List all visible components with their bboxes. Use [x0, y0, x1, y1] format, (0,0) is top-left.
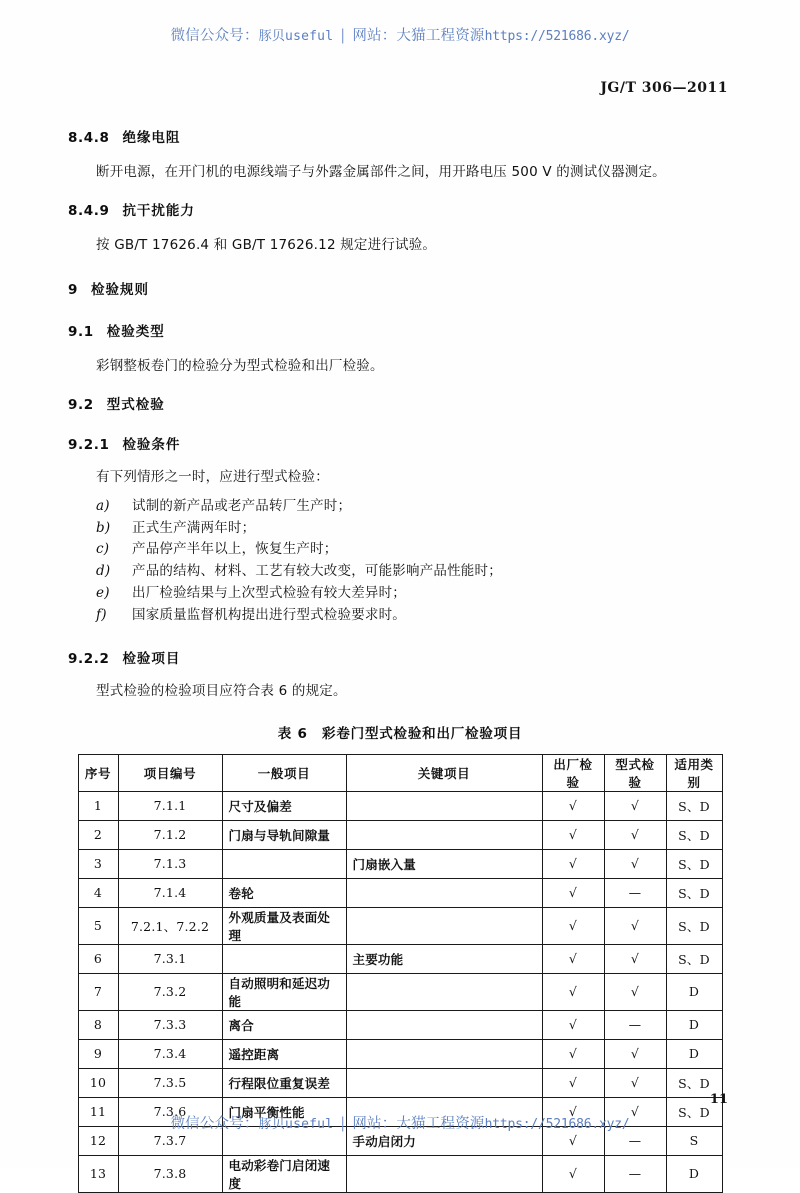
cell-factory: √ — [542, 1126, 604, 1155]
cell-category: D — [666, 1010, 722, 1039]
cell-factory: √ — [542, 849, 604, 878]
list-item — [68, 561, 732, 583]
watermark-site-label: 网站： — [352, 1116, 397, 1132]
cell-code: 7.1.2 — [118, 820, 222, 849]
table-row — [78, 849, 722, 878]
heading-9-2-title: 型式检验 — [106, 396, 165, 413]
table-row — [78, 944, 722, 973]
heading-9-title: 检验规则 — [91, 281, 149, 298]
list-item — [68, 583, 732, 605]
paragraph-8-4-8: 断开电源，在开门机的电源线端子与外露金属部件之间，用开路电压 500 V 的测试仪器测定。 — [96, 164, 666, 180]
table-row — [78, 878, 722, 907]
list-item — [68, 539, 732, 561]
heading-8-4-8-number: 8.4.8 — [68, 130, 110, 146]
heading-9-number: 9 — [68, 281, 78, 298]
cell-general: 外观质量及表面处理 — [222, 907, 346, 944]
cell-seq: 2 — [78, 820, 118, 849]
table-caption: 表 6 彩卷门型式检验和出厂检验项目 — [277, 725, 523, 742]
list-item-marker: f) — [96, 606, 107, 623]
column-header-seq: 序号 — [78, 754, 118, 791]
watermark-separator: | — [340, 1116, 346, 1132]
cell-key — [346, 1039, 542, 1068]
cell-seq: 13 — [78, 1155, 118, 1192]
heading-9 — [68, 278, 732, 298]
table-row — [78, 1039, 722, 1068]
cell-seq: 5 — [78, 907, 118, 944]
cell-type: √ — [604, 973, 666, 1010]
cell-seq: 6 — [78, 944, 118, 973]
cell-code: 7.1.3 — [118, 849, 222, 878]
standard-number: JG/T 306—2011 — [600, 80, 728, 96]
cell-code: 7.3.2 — [118, 973, 222, 1010]
cell-category: S、D — [666, 791, 722, 820]
cell-code: 7.3.1 — [118, 944, 222, 973]
cell-seq: 9 — [78, 1039, 118, 1068]
cell-code: 7.3.6 — [118, 1097, 222, 1126]
list-item-marker: c) — [96, 541, 110, 558]
cell-seq: 3 — [78, 849, 118, 878]
watermark-site-label: 网站： — [352, 28, 397, 44]
cell-seq: 11 — [78, 1097, 118, 1126]
table-row — [78, 1068, 722, 1097]
heading-9-1-title: 检验类型 — [106, 323, 165, 340]
cell-type: √ — [604, 1039, 666, 1068]
watermark-site-name: 大猫工程资源 — [396, 1116, 485, 1132]
cell-general: 门扇平衡性能 — [222, 1097, 346, 1126]
list-item-marker: e) — [96, 585, 110, 602]
cell-type: — — [604, 1155, 666, 1192]
table-row — [78, 973, 722, 1010]
cell-factory: √ — [542, 1068, 604, 1097]
heading-9-2-1 — [68, 433, 732, 453]
table-row — [78, 791, 722, 820]
list-item-text: 正式生产满两年时； — [132, 519, 256, 536]
cell-seq: 4 — [78, 878, 118, 907]
cell-general: 遥控距离 — [222, 1039, 346, 1068]
paragraph-9-2-1-lead: 有下列情形之一时，应进行型式检验： — [96, 468, 329, 485]
cell-type: √ — [604, 820, 666, 849]
cell-type: √ — [604, 849, 666, 878]
watermark-wechat-name: 豚贝useful — [258, 1117, 334, 1132]
heading-8-4-9-title: 抗干扰能力 — [122, 202, 195, 219]
cell-factory: √ — [542, 878, 604, 907]
list-item-marker: a) — [96, 497, 110, 514]
cell-factory: √ — [542, 944, 604, 973]
cell-key — [346, 820, 542, 849]
cell-code: 7.3.5 — [118, 1068, 222, 1097]
heading-9-2-number: 9.2 — [68, 396, 94, 413]
cell-type: √ — [604, 907, 666, 944]
cell-factory: √ — [542, 1039, 604, 1068]
cell-factory: √ — [542, 1155, 604, 1192]
table-row — [78, 820, 722, 849]
column-header-key: 关键项目 — [346, 754, 542, 791]
cell-key: 门扇嵌入量 — [346, 849, 542, 878]
cell-category: D — [666, 1039, 722, 1068]
cell-code: 7.3.7 — [118, 1126, 222, 1155]
cell-key — [346, 973, 542, 1010]
cell-general: 行程限位重复误差 — [222, 1068, 346, 1097]
watermark-wechat-label: 微信公众号： — [170, 1116, 259, 1132]
list-item — [68, 518, 732, 540]
cell-category: D — [666, 973, 722, 1010]
heading-9-2 — [68, 393, 732, 413]
heading-9-2-2-number: 9.2.2 — [68, 650, 110, 667]
cell-code: 7.3.4 — [118, 1039, 222, 1068]
cell-category: S、D — [666, 849, 722, 878]
cell-general — [222, 849, 346, 878]
watermark-url: https://521686.xyz/ — [484, 1117, 630, 1132]
column-header-category: 适用类别 — [666, 754, 722, 791]
cell-key — [346, 1068, 542, 1097]
heading-9-2-1-title: 检验条件 — [122, 436, 181, 453]
cell-general: 自动照明和延迟功能 — [222, 973, 346, 1010]
cell-key: 主要功能 — [346, 944, 542, 973]
column-header-factory: 出厂检验 — [542, 754, 604, 791]
cell-type: √ — [604, 944, 666, 973]
cell-key — [346, 878, 542, 907]
table-header-row — [78, 754, 722, 791]
cell-code: 7.1.4 — [118, 878, 222, 907]
heading-9-2-1-number: 9.2.1 — [68, 436, 110, 453]
list-item-text: 国家质量监督机构提出进行型式检验要求时。 — [132, 606, 406, 623]
watermark-header — [0, 24, 800, 45]
watermark-site-name: 大猫工程资源 — [396, 28, 485, 44]
cell-factory: √ — [542, 1010, 604, 1039]
heading-8-4-9 — [68, 199, 732, 219]
heading-9-2-2 — [68, 647, 732, 667]
heading-9-1-number: 9.1 — [68, 323, 94, 340]
cell-seq: 1 — [78, 791, 118, 820]
cell-key — [346, 791, 542, 820]
cell-key: 手动启闭力 — [346, 1126, 542, 1155]
cell-category: S、D — [666, 944, 722, 973]
list-item — [68, 496, 732, 518]
cell-type: — — [604, 1126, 666, 1155]
paragraph-9-2-2: 型式检验的检验项目应符合表 6 的规定。 — [96, 682, 347, 699]
cell-general: 尺寸及偏差 — [222, 791, 346, 820]
cell-category: S、D — [666, 820, 722, 849]
cell-code: 7.3.8 — [118, 1155, 222, 1192]
list-item-text: 出厂检验结果与上次型式检验有较大差异时； — [132, 585, 406, 602]
list-item — [68, 605, 732, 627]
document-content — [68, 126, 732, 1193]
heading-8-4-8 — [68, 126, 732, 146]
cell-code: 7.3.3 — [118, 1010, 222, 1039]
heading-9-2-2-title: 检验项目 — [122, 650, 181, 667]
cell-category: S、D — [666, 1097, 722, 1126]
page-number: 11 — [709, 1092, 728, 1107]
cell-type: √ — [604, 791, 666, 820]
list-item-text: 试制的新产品或老产品转厂生产时； — [132, 497, 352, 514]
cell-type: — — [604, 878, 666, 907]
cell-general: 门扇与导轨间隙量 — [222, 820, 346, 849]
cell-seq: 8 — [78, 1010, 118, 1039]
table-row — [78, 1155, 722, 1192]
cell-category: S、D — [666, 1068, 722, 1097]
list-item-marker: b) — [96, 519, 111, 536]
watermark-wechat-name: 豚贝useful — [258, 29, 334, 44]
cell-general — [222, 944, 346, 973]
cell-key — [346, 1155, 542, 1192]
cell-general: 卷轮 — [222, 878, 346, 907]
cell-seq: 10 — [78, 1068, 118, 1097]
list-item-marker: d) — [96, 563, 111, 580]
heading-9-1 — [68, 320, 732, 340]
list-item-text: 产品的结构、材料、工艺有较大改变，可能影响产品性能时； — [132, 563, 502, 580]
heading-8-4-8-title: 绝缘电阻 — [122, 130, 181, 146]
cell-general: 离合 — [222, 1010, 346, 1039]
cell-category: S、D — [666, 907, 722, 944]
cell-factory: √ — [542, 973, 604, 1010]
table-row — [78, 907, 722, 944]
column-header-type: 型式检验 — [604, 754, 666, 791]
cell-key — [346, 907, 542, 944]
cell-type: — — [604, 1010, 666, 1039]
heading-8-4-9-number: 8.4.9 — [68, 202, 110, 219]
cell-type: √ — [604, 1068, 666, 1097]
list-item-text: 产品停产半年以上，恢复生产时； — [132, 541, 338, 558]
cell-factory: √ — [542, 907, 604, 944]
column-header-code: 项目编号 — [118, 754, 222, 791]
watermark-footer — [0, 1112, 800, 1133]
cell-seq: 7 — [78, 973, 118, 1010]
watermark-separator: | — [340, 28, 346, 44]
cell-category: S、D — [666, 878, 722, 907]
cell-code: 7.1.1 — [118, 791, 222, 820]
cell-type: √ — [604, 1097, 666, 1126]
paragraph-9-1: 彩钢整板卷门的检验分为型式检验和出厂检验。 — [96, 357, 384, 374]
cell-general: 电动彩卷门启闭速度 — [222, 1155, 346, 1192]
cell-factory: √ — [542, 820, 604, 849]
cell-category: D — [666, 1155, 722, 1192]
cell-seq: 12 — [78, 1126, 118, 1155]
paragraph-8-4-9: 按 GB/T 17626.4 和 GB/T 17626.12 规定进行试验。 — [96, 236, 437, 253]
cell-key — [346, 1010, 542, 1039]
inspection-conditions-list — [68, 496, 732, 627]
watermark-wechat-label: 微信公众号： — [170, 28, 259, 44]
cell-code: 7.2.1、7.2.2 — [118, 907, 222, 944]
cell-category: S — [666, 1126, 722, 1155]
watermark-url: https://521686.xyz/ — [484, 29, 630, 44]
column-header-general: 一般项目 — [222, 754, 346, 791]
cell-factory: √ — [542, 1097, 604, 1126]
table-row — [78, 1010, 722, 1039]
cell-factory: √ — [542, 791, 604, 820]
